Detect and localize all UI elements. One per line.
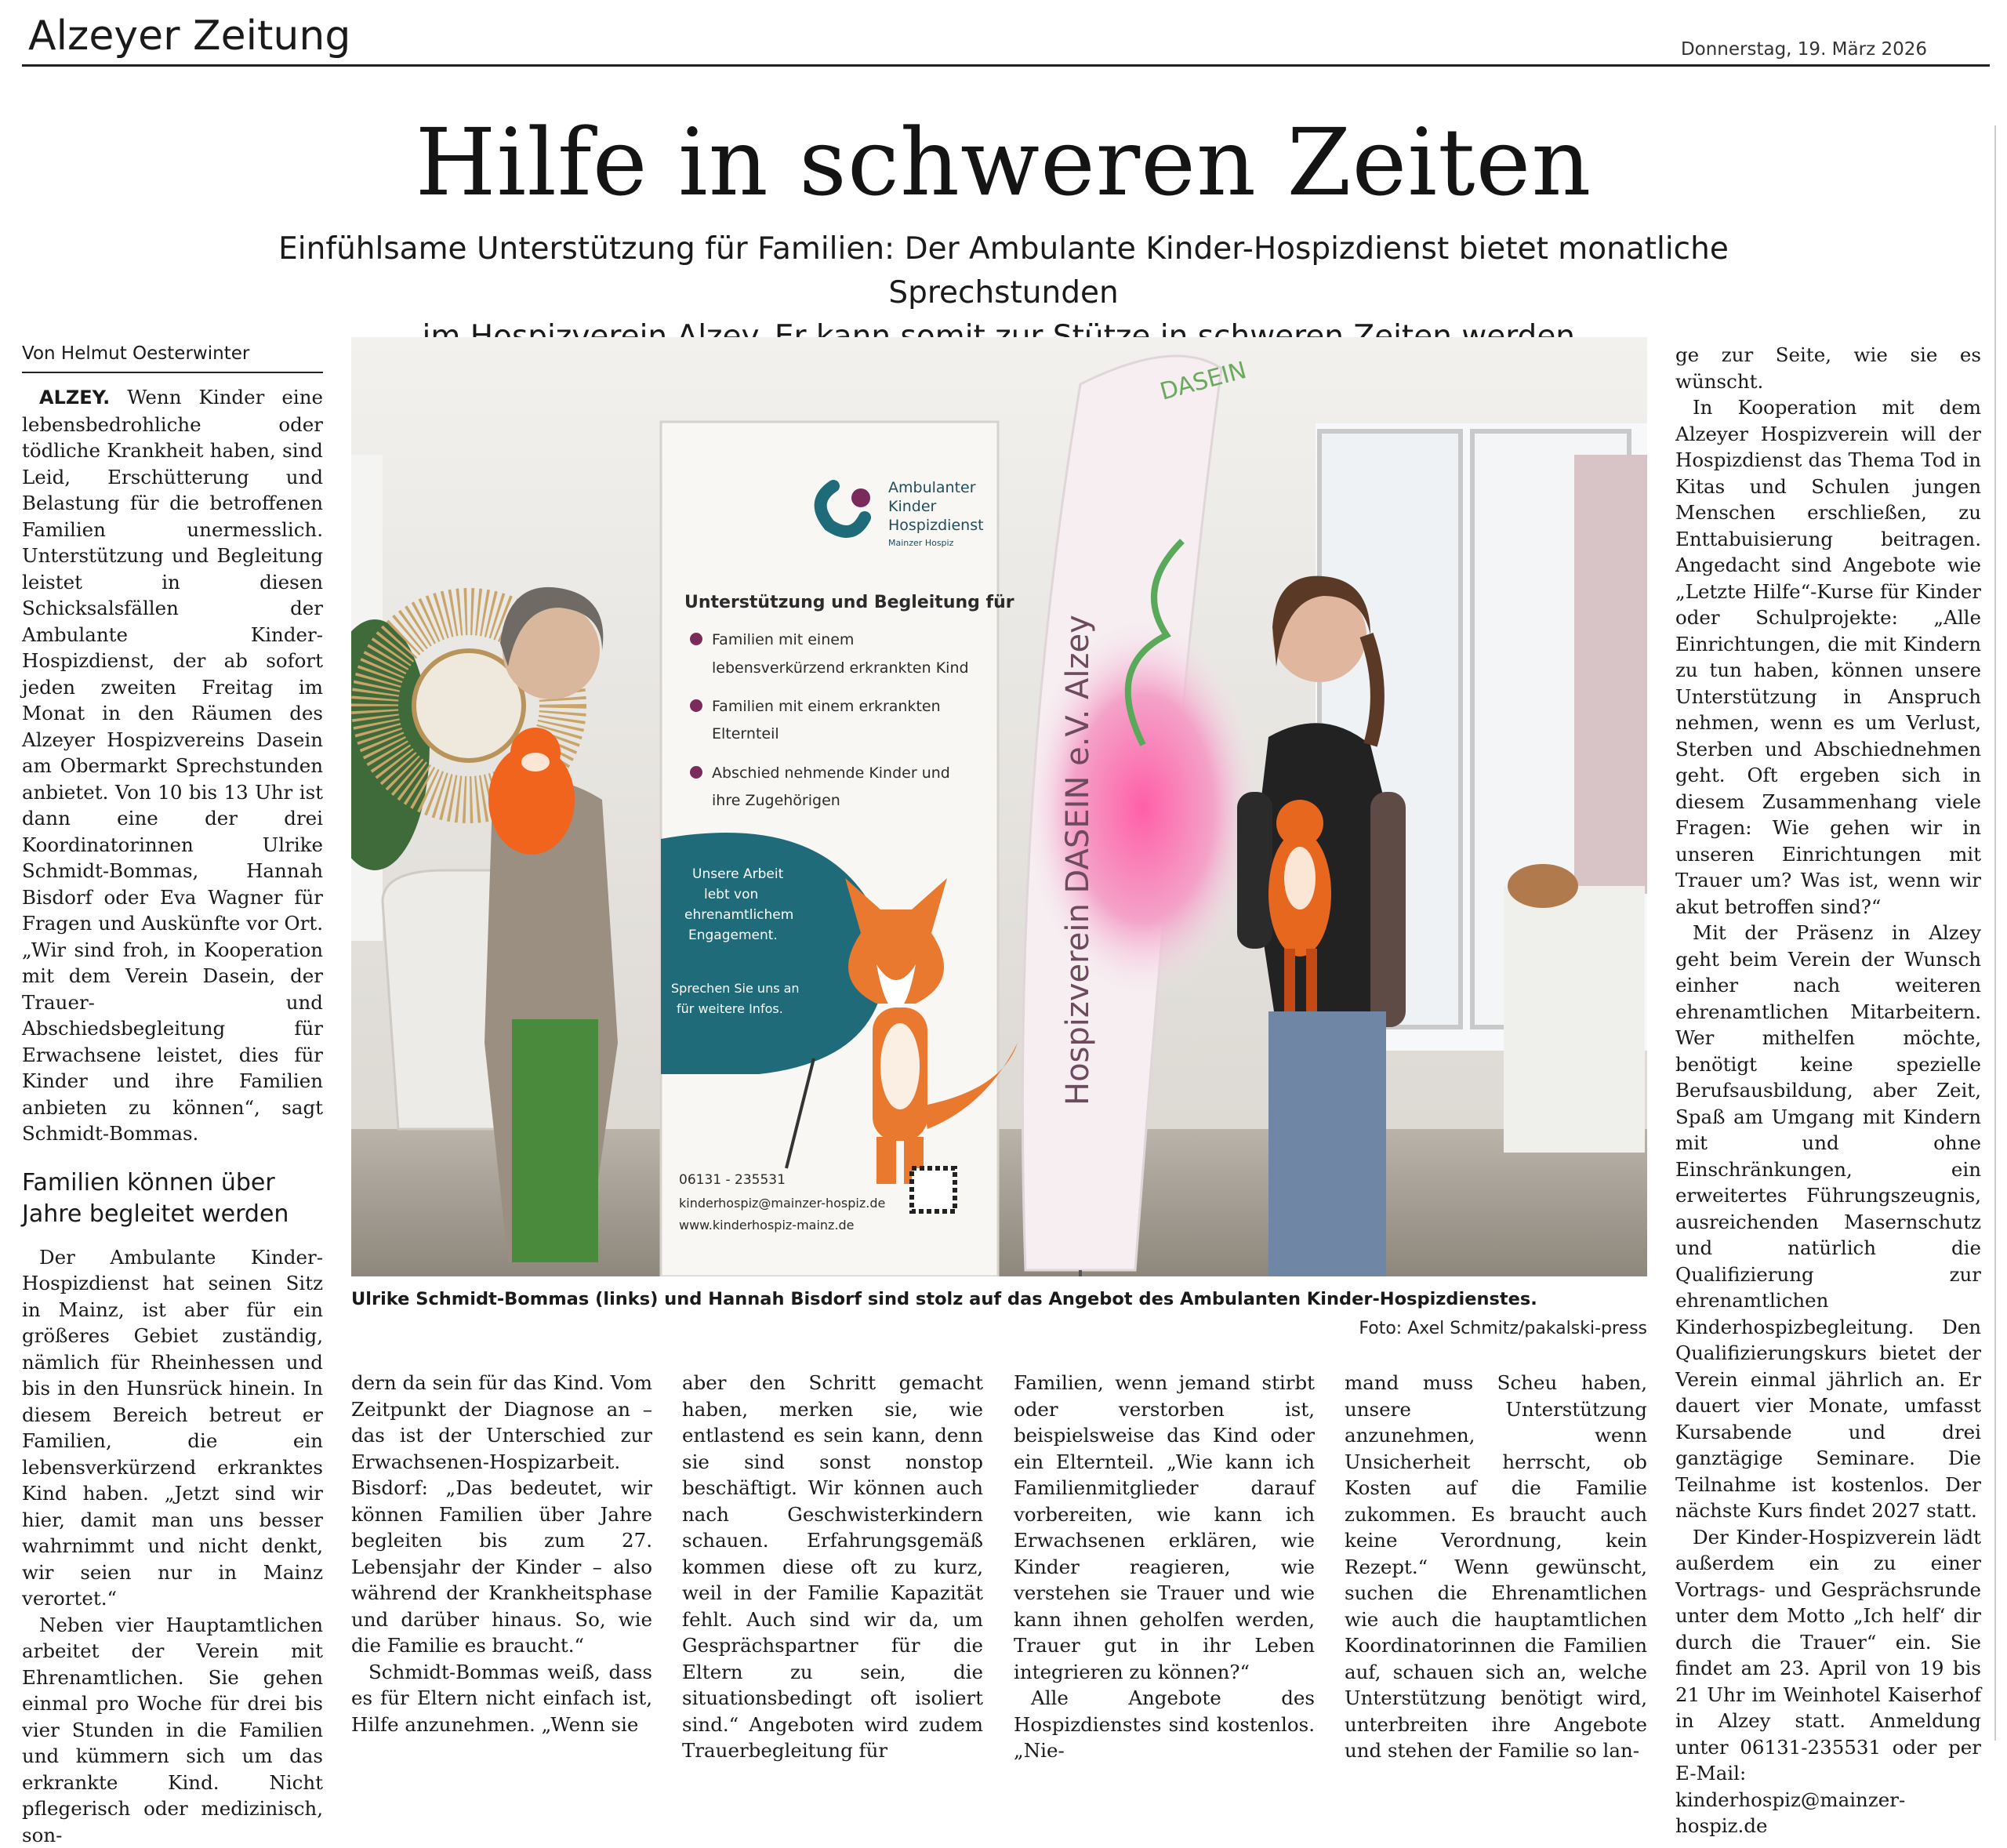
rollup-circle-5: Sprechen Sie uns an [671,981,800,996]
column-right [1675,342,1981,1839]
rollup-circle-4: Engagement. [688,928,778,943]
paragraph-1: Wenn Kinder eine lebensbedrohliche oder tödliche Krankheit haben, sind Leid, Erschütterung und Belastung für die betroffenen Familien unermesslich. Unterstützung und Begleitung leistet in diesen Schicksalsfällen der Ambulante Kinder-Hospizdienst, der ab sofort jeden zweiten Freitag im Monat in den Räumen des Alzeyer Hospizvereins Dasein am Obermarkt Sprechstunden anbietet. Von 10 bis 13 Uhr ist dann eine der drei Koordinatorinnen Ulrike Schmidt-Bommas, Hannah Bisdorf oder Eva Wagner für Fragen und Auskünfte vor Ort. „Wir sind froh, in Kooperation mit dem Verein Dasein, der Trauer- und Abschiedsbegleitung für Erwachsene leistet, dies für Kinder und ihre Familien anbieten zu können“, sagt Schmidt-Bommas. [22,386,323,1145]
paragraph-2: Der Ambulante Kinder-Hospizdienst hat seinen Sitz in Mainz, ist aber für ein größeres Gebiet zuständig, nämlich für Rheinhessen und bis in den Hunsrück hinein. In diesem Bereich betreut er Familien, die ein lebensverkürzend erkranktes Kind haben. „Jetzt sind wir hier, damit man uns besser wahrnimmt und nicht denkt, wir seien nur in Mainz verortet.“ [22,1244,323,1612]
column-rule [1994,125,1996,1741]
rollup-bullet-2b: Elternteil [712,725,779,742]
byline: Von Helmut Oesterwinter [22,342,323,373]
rollup-phone: 06131 - 235531 [679,1172,786,1188]
right-paragraph-2: In Kooperation mit dem Alzeyer Hospizverein will der Hospizdienst das Thema Tod in Kitas und Schulen jungen Menschen erschließen, zu Enttabuisierung beitragen. Angedacht sind Angebote wie „Letzte Hilfe“-Kurse für Kinder oder Schulprojekte: „Alle Einrichtungen, die mit Kindern zu tun haben, können unsere Unterstützung in Anspruch nehmen, wenn es um Verlust, Sterben und Abschiednehmen geht. Oft ergeben sich in diesem Zusammenhang viele Fragen: Wie gehen wir in unseren Einrichtungen mit Trauer um? Was ist, wenn wir akut betroffen sind?“ [1675,394,1981,920]
rollup-circle-1: Unsere Arbeit [692,866,784,882]
subhead: Familien können über Jahre begleitet werden [22,1167,323,1230]
dateline: ALZEY. [39,387,110,408]
rollup-heading: Unterstützung und Begleitung für [684,593,1014,612]
rollup-logo-line-2: Kinder [888,498,937,515]
rollup-logo-line-4: Mainzer Hospiz [888,538,954,548]
column-1 [22,342,323,1848]
column-3 [682,1370,983,1764]
flag-top-text: DASEIN [1157,357,1250,406]
paragraph-3: Neben vier Hauptamtlichen arbeitet der Verein mit Ehrenamtlichen. Sie gehen einmal pro Woche für drei bis vier Stunden in die Familien und kümmern sich um das erkrankte Kind. Nicht pflegerisch oder medizinisch, son- [22,1612,323,1848]
rollup-circle-3: ehrenamtlichem [684,907,793,923]
right-paragraph-4: Der Kinder-Hospizverein lädt außerdem ein zu einer Vortrags- und Gesprächsrunde unter dem Motto „Ich helf‘ dir durch die Trauer“ ein. Sie findet am 23. April von 19 bis 21 Uhr im Weinhotel Kaiserhof in Alzey statt. Anmeldung unter 06131-235531 oder per E-Mail: kinderhospiz@mainzer-hospiz.de [1675,1524,1981,1839]
masthead [22,11,1990,67]
issue-date: Donnerstag, 19. März 2026 [1681,39,1927,60]
right-paragraph-1: ge zur Seite, wie sie es wünscht. [1675,342,1981,394]
rollup-circle-2: lebt von [704,887,758,902]
rollup-bullet-3b: ihre Zugehörigen [712,792,840,809]
rollup-logo-line-1: Ambulanter [888,479,976,496]
rollup-email: kinderhospiz@mainzer-hospiz.de [679,1196,885,1211]
dek-line-1: Einfühlsame Unterstützung für Familien: Der Ambulante Kinder-Hospizdienst bietet monatliche Sprechstunden [204,227,1803,315]
column-2-paragraph-1: dern da sein für das Kind. Vom Zeitpunkt der Diagnose an – das ist der Unterschied zur Erwachsenen-Hospizarbeit. Bisdorf: „Das bedeutet, wir können Familien über Jahre begleiten bis zum 27. Lebensjahr der Kinder – also während der Krankheitsphase und darüber hinaus. So, wie die Familie es braucht.“ [351,1370,652,1659]
column-5-paragraph-1: mand muss Scheu haben, unsere Unterstützung anzunehmen, wenn Unsicherheit herrscht, ob Kosten auf die Familie zukommen. Es braucht auch keine Verordnung, kein Rezept.“ Wenn gewünscht, suchen die Ehrenamtlichen wie auch die hauptamtlichen Koordinatorinnen die Familien auf, schauen sich an, welche Unterstützung benötigt wird, unterbreiten ihre Angebote und stehen der Familie so lan- [1345,1370,1647,1764]
rollup-bullet-2a: Familien mit einem erkrankten [712,698,941,715]
photo-caption: Ulrike Schmidt-Bommas (links) und Hannah Bisdorf sind stolz auf das Angebot des Ambulanten Kinder-Hospizdienstes. [351,1289,1647,1309]
rollup-circle-6: für weitere Infos. [677,1001,783,1016]
photo-illustration [351,337,1647,1276]
right-paragraph-3: Mit der Präsenz in Alzey geht beim Verein der Wunsch einher nach weiteren ehrenamtlichen Mitarbeitern. Wer mithelfen möchte, benötigt keine spezielle Berufsausbildung, aber Zeit, Spaß am Umgang mit Kindern mit und ohne Einschränkungen, ein erweitertes Führungszeugnis, ausreichenden Masernschutz und natürlich die Qualifizierung zur ehrenamtlichen Kinderhospizbegleitung. Den Qualifizierungskurs bietet der Verein einmal jährlich an. Er dauert vier Monate, umfasst Kursabende und drei ganztägige Seminare. Die Teilnahme ist kostenlos. Der nächste Kurs findet 2027 statt. [1675,920,1981,1524]
rollup-banner [661,422,1018,1276]
qr-code-icon [912,1168,955,1211]
column-4-paragraph-2: Alle Angebote des Hospizdienstes sind kostenlos. „Nie- [1014,1685,1315,1764]
photo-credit: Foto: Axel Schmitz/pakalski-press [351,1319,1647,1338]
column-4 [1014,1370,1315,1764]
rollup-bullet-1a: Familien mit einem [712,631,854,648]
rollup-bullet-3a: Abschied nehmende Kinder und [712,764,950,782]
column-5 [1345,1370,1647,1764]
rollup-bullet-1b: lebensverkürzend erkrankten Kind [712,659,969,677]
rollup-logo-line-3: Hospizdienst [888,517,984,534]
column-4-paragraph-1: Familien, wenn jemand stirbt oder verstorben ist, beispielsweise das Kind oder ein Elternteil. „Wie kann ich Familienmitglieder darauf vorbereiten, wie kann ich Erwachsenen erklären, wie Kinder reagieren, wie verstehen sie Trauer und wie kann ihnen geholfen werden, Trauer gut in ihr Leben integrieren zu können?“ [1014,1370,1315,1685]
headline: Hilfe in schweren Zeiten [0,108,2007,216]
column-2-paragraph-2: Schmidt-Bommas weiß, dass es für Eltern nicht einfach ist, Hilfe anzunehmen. „Wenn sie [351,1659,652,1738]
paper-name: Alzeyer Zeitung [28,13,350,60]
column-2 [351,1370,652,1737]
article-photo [351,337,1647,1276]
flag-vertical-text: Hospizverein DASEIN e.V. Alzey [1060,615,1096,1106]
rollup-web: www.kinderhospiz-mainz.de [679,1218,855,1233]
column-3-paragraph-1: aber den Schritt gemacht haben, merken sie, wie entlastend es sein kann, denn sie sind sonst nonstop beschäftigt. Wir können auch nach Geschwisterkindern schauen. Erfahrungsgemäß kommen diese oft zu kurz, weil in der Familie Kapazität fehlt. Auch sind wir da, um Gesprächspartner für die Eltern zu sein, die situationsbedingt oft isoliert sind.“ Angeboten wird zudem Trauerbegleitung für [682,1370,983,1764]
